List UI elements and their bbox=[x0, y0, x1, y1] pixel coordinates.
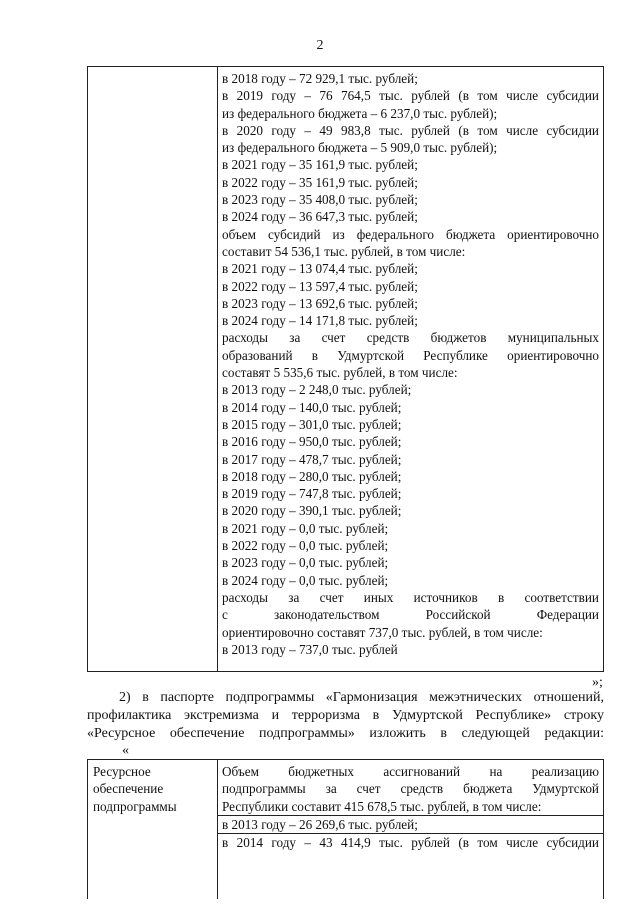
table-line: в 2021 году – 13 074,4 тыс. рублей; bbox=[222, 261, 418, 277]
table-content-cell bbox=[218, 67, 604, 672]
table-line: образований в Удмуртской Республике ориентировочно bbox=[222, 347, 599, 363]
table-line: ориентировочно составят 737,0 тыс. рублей, в том числе: bbox=[222, 624, 543, 640]
table-line: в 2022 году – 35 161,9 тыс. рублей; bbox=[222, 174, 418, 190]
table-line: в 2020 году – 49 983,8 тыс. рублей (в том числе субсидии bbox=[222, 122, 599, 138]
table-line: в 2018 году – 72 929,1 тыс. рублей; bbox=[222, 71, 418, 86]
table-line: из федерального бюджета – 5 909,0 тыс. рублей); bbox=[222, 140, 498, 156]
paragraph-line-3: «Ресурсное обеспечение подпрограммы» изложить в следующей редакции: bbox=[87, 726, 604, 741]
paragraph-line-1: 2) в паспорте подпрограммы «Гармонизация межэтнических отношений, bbox=[119, 690, 604, 705]
table-line: с законодательством Российской Федерации bbox=[222, 607, 599, 623]
table-line: в 2023 году – 35 408,0 тыс. рублей; bbox=[222, 192, 418, 208]
table-line: в 2022 году – 13 597,4 тыс. рублей; bbox=[222, 278, 418, 294]
label-line: подпрограммы bbox=[93, 798, 177, 814]
table-line: в 2015 году – 301,0 тыс. рублей; bbox=[222, 416, 402, 432]
table-line: в 2024 году – 0,0 тыс. рублей; bbox=[222, 572, 389, 588]
table-label-cell-empty bbox=[88, 67, 218, 672]
table-label-cell bbox=[88, 760, 218, 900]
table-line: в 2013 году – 26 269,6 тыс. рублей; bbox=[218, 816, 603, 834]
table-line: объем субсидий из федерального бюджета ориентировочно bbox=[222, 226, 599, 242]
table-line: в 2024 году – 14 171,8 тыс. рублей; bbox=[222, 313, 418, 329]
paragraph-line-2: профилактика экстремизма и терроризма в Удмуртской Республике» строку bbox=[87, 708, 604, 723]
table-line: в 2023 году – 0,0 тыс. рублей; bbox=[222, 555, 389, 571]
table-line: подпрограммы за счет средств бюджета Удмуртской bbox=[222, 781, 599, 797]
closing-quote: »; bbox=[592, 675, 603, 690]
table-line: в 2014 году – 140,0 тыс. рублей; bbox=[222, 399, 402, 415]
table-line: расходы за счет иных источников в соответствии bbox=[222, 589, 599, 605]
table-line: в 2024 году – 36 647,3 тыс. рублей; bbox=[222, 209, 418, 225]
table-line: в 2013 году – 2 248,0 тыс. рублей; bbox=[222, 382, 412, 398]
table-line: Республики составит 415 678,5 тыс. рублей, в том числе: bbox=[218, 798, 603, 816]
table-line: в 2022 году – 0,0 тыс. рублей; bbox=[222, 538, 389, 554]
table-line: Объем бюджетных ассигнований на реализацию bbox=[222, 764, 599, 779]
table-line: в 2014 году – 43 414,9 тыс. рублей (в том числе субсидии bbox=[222, 835, 599, 851]
table-line: составит 54 536,1 тыс. рублей, в том числе: bbox=[222, 243, 466, 259]
table-line: в 2019 году – 747,8 тыс. рублей; bbox=[222, 486, 402, 502]
table-line: в 2023 году – 13 692,6 тыс. рублей; bbox=[222, 295, 418, 311]
table-line: из федерального бюджета – 6 237,0 тыс. рублей); bbox=[222, 105, 498, 121]
table-line: в 2021 году – 0,0 тыс. рублей; bbox=[222, 520, 389, 536]
table-line: в 2021 году – 35 161,9 тыс. рублей; bbox=[222, 157, 418, 173]
table-line: расходы за счет средств бюджетов муниципальных bbox=[222, 330, 599, 346]
label-line: обеспечение bbox=[93, 781, 164, 797]
table-line: составят 5 535,6 тыс. рублей, в том числе: bbox=[222, 365, 458, 381]
amendment-paragraph bbox=[87, 689, 604, 743]
resource-table-new bbox=[87, 759, 604, 899]
table-line: в 2016 году – 950,0 тыс. рублей; bbox=[222, 434, 402, 450]
resource-table-continued bbox=[87, 66, 604, 672]
resource-label bbox=[88, 760, 217, 815]
label-line: Ресурсное bbox=[93, 764, 151, 779]
table-line: в 2017 году – 478,7 тыс. рублей; bbox=[222, 451, 402, 467]
table-line: в 2020 году – 390,1 тыс. рублей; bbox=[222, 503, 402, 519]
table-line: в 2019 году – 76 764,5 тыс. рублей (в том числе субсидии bbox=[222, 88, 599, 104]
opening-quote: « bbox=[122, 743, 129, 758]
table-content-cell bbox=[218, 760, 604, 900]
table-line: в 2013 году – 737,0 тыс. рублей bbox=[222, 641, 398, 657]
table-line: в 2018 году – 280,0 тыс. рублей; bbox=[222, 468, 402, 484]
page-number: 2 bbox=[316, 38, 324, 53]
